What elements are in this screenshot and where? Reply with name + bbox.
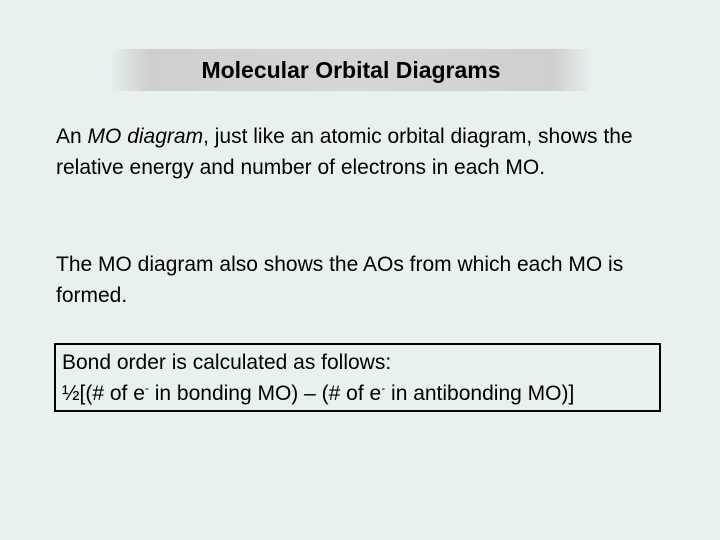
paragraph-aos: The MO diagram also shows the AOs from which each MO is formed. (56, 253, 624, 307)
formula-superscript-1: - (144, 381, 149, 395)
formula-part-1: ½[(# of e (62, 382, 145, 405)
formula-superscript-2: - (381, 381, 386, 395)
bond-order-formula (62, 378, 659, 409)
para1-rest: , just like an atomic orbital diagram, shows the relative energy and number of electrons in each MO. (56, 125, 633, 179)
paragraph-mo-diagram (56, 121, 666, 183)
para1-prefix: An (56, 125, 88, 148)
bond-order-box (54, 343, 661, 412)
title-bar (110, 49, 592, 91)
formula-part-2: in bonding MO) – (# of e (148, 382, 382, 405)
para1-emphasis: MO diagram (87, 125, 204, 148)
bond-order-intro: Bond order is calculated as follows: (62, 351, 392, 374)
formula-part-3: in antibonding MO)] (385, 382, 575, 405)
slide-title: Molecular Orbital Diagrams (201, 56, 501, 83)
